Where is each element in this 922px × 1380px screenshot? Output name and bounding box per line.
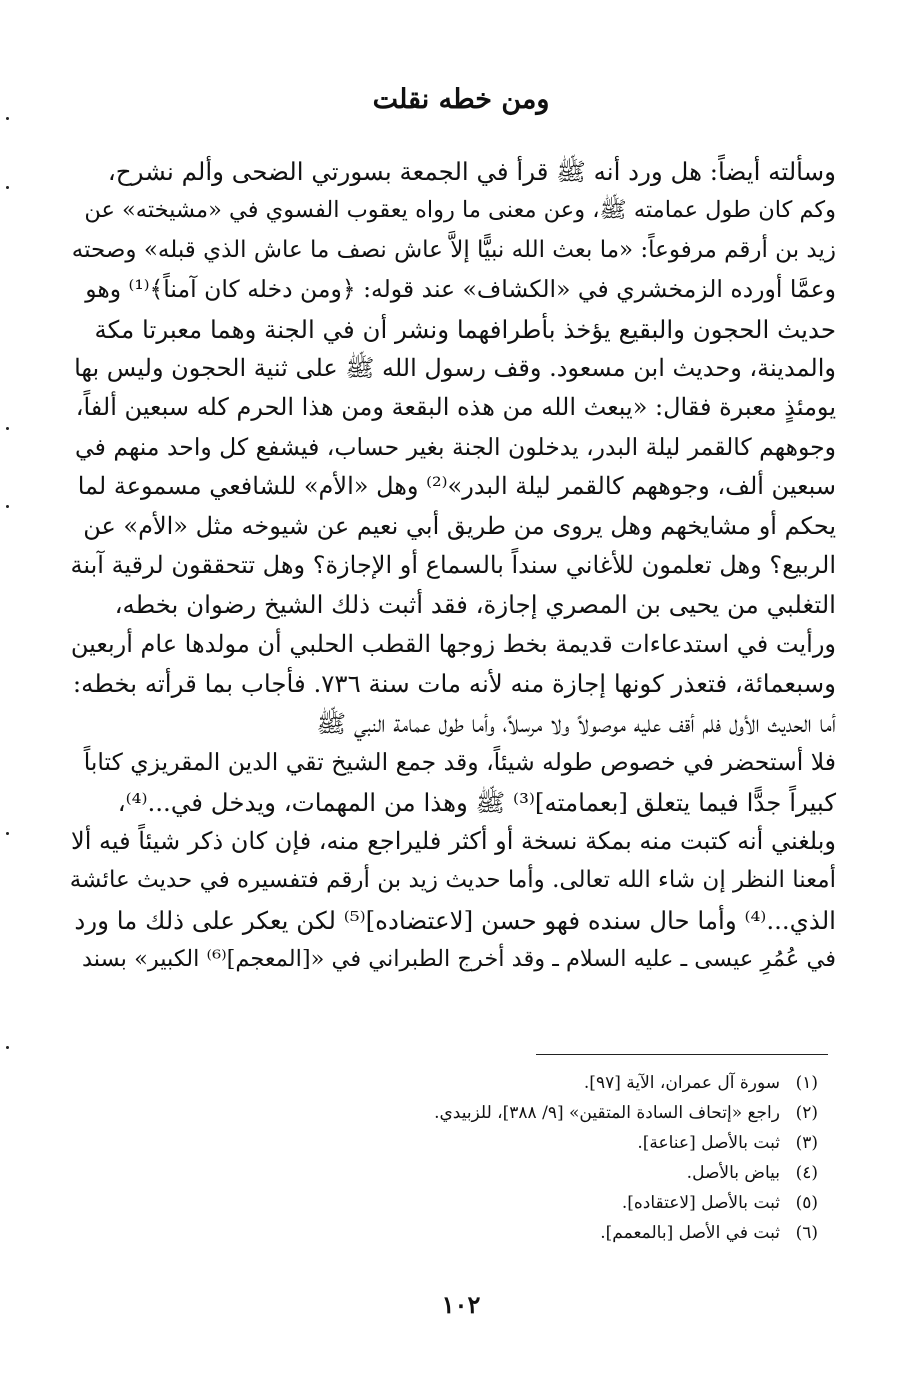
margin-mark xyxy=(6,505,9,508)
body-line: فلا أستحضر في خصوص طوله شيئاً، وقد جمع الشيخ تقي الدين المقريزي كتاباً xyxy=(83,748,836,777)
footnote xyxy=(398,1068,818,1098)
body-line: وسألته أيضاً: هل ورد أنه ﷺ قرأ في الجمعة بسورتي الضحى وألم نشرح، xyxy=(107,157,836,186)
body-line: أما الحديث الأول فلم أقف عليه موصولاً ولا مرسلاً، وأما طول عمامة النبي ﷺ xyxy=(316,708,836,738)
body-line: ورأيت في استدعاءات قديمة بخط زوجها القطب الحلبي أن مولدها عام أربعين xyxy=(70,629,836,658)
body-line: في عُمُرِ عيسى ـ عليه السلام ـ وقد أخرج الطبراني في «[المعجم]⁽⁶⁾ الكبير» بسند xyxy=(82,946,836,973)
page-number: ١٠٢ xyxy=(441,1290,481,1319)
body-line: وكم كان طول عمامته ﷺ، وعن معنى ما رواه يعقوب الفسوي في «مشيخته» عن xyxy=(84,197,836,224)
footnote-number: (١) xyxy=(795,1073,818,1093)
body-line: سبعين ألف، وجوههم كالقمر ليلة البدر»⁽²⁾ وهل «الأم» للشافعي مسموعة لما xyxy=(77,472,836,501)
margin-mark xyxy=(6,1046,9,1049)
body-line: التغلبي من يحيى بن المصري إجازة، فقد أثبت ذلك الشيخ رضوان بخطه، xyxy=(114,590,836,620)
footnote xyxy=(398,1188,818,1218)
body-line: زيد بن أرقم مرفوعاً: «ما بعث الله نبيًّا إلاَّ عاش نصف ما عاش الذي قبله» وصحته xyxy=(71,236,836,263)
margin-mark xyxy=(6,186,9,189)
body-line: الربيع؟ وهل تعلمون للأغاني سنداً بالسماع أو الإجازة؟ وهل تتحققون لرقية آبنة xyxy=(70,551,836,580)
footnote-separator xyxy=(536,1054,828,1055)
body-line: وجوههم كالقمر ليلة البدر، يدخلون الجنة بغير حساب، فيشفع كل واحد منهم في xyxy=(75,432,836,461)
margin-mark xyxy=(6,117,9,120)
footnote xyxy=(398,1158,818,1188)
footnote xyxy=(398,1128,818,1158)
footnotes xyxy=(398,1068,818,1248)
body-line: حديث الحجون والبقيع يؤخذ بأطرافهما ونشر أن في الجنة وهما معبرتا مكة xyxy=(94,314,836,344)
margin-mark xyxy=(6,832,9,835)
footnote-text: سورة آل عمران، الآية [٩٧]. xyxy=(583,1073,780,1093)
margin-mark xyxy=(6,427,9,430)
footnote-text: ثبت بالأصل [لاعتقاده]. xyxy=(621,1193,780,1213)
footnote-number: (٤) xyxy=(795,1163,818,1183)
footnote xyxy=(398,1098,818,1128)
footnote-text: بياض بالأصل. xyxy=(686,1163,780,1183)
footnote-text: راجع «إتحاف السادة المتقين» [٩/ ٣٨٨]، للزبيدي. xyxy=(434,1103,780,1123)
body-line: وسبعمائة، فتعذر كونها إجازة منه لأنه مات سنة ٧٣٦. فأجاب بما قرأته بخطه: xyxy=(72,669,836,699)
body-line: وعمَّا أورده الزمخشري في «الكشاف» عند قوله: ﴿ومن دخله كان آمناً﴾⁽¹⁾ وهو xyxy=(85,275,836,304)
body-line: وبلغني أنه كتبت منه بمكة نسخة أو أكثر فليراجع منه، فإن كان ذكر شيئاً فيه ألا xyxy=(71,826,836,855)
body-line: يومئذٍ معبرة فقال: «يبعث الله من هذه البقعة ومن هذا الحرم كله سبعين ألفاً، xyxy=(75,393,836,422)
footnote-number: (٦) xyxy=(795,1223,818,1243)
page-title: ومن خطه نقلت xyxy=(372,84,550,115)
body-line: أمعنا النظر إن شاء الله تعالى. وأما حديث زيد بن أرقم فتفسيره في حديث عائشة xyxy=(69,867,836,894)
body-line: والمدينة، وحديث ابن مسعود. وقف رسول الله ﷺ على ثنية الحجون وليس بها xyxy=(74,354,836,383)
body-line: يحكم أو مشايخهم وهل يروى من طريق أبي نعيم عن شيوخه مثل «الأم» عن xyxy=(83,511,836,540)
footnote-text: ثبت بالأصل [عناعة]. xyxy=(637,1133,780,1153)
footnote-number: (٣) xyxy=(795,1133,818,1153)
footnote-number: (٢) xyxy=(795,1103,818,1123)
body-line: الذي...⁽⁴⁾ وأما حال سنده فهو حسن [لاعتضاده]⁽⁵⁾ لكن يعكر على ذلك ما ورد xyxy=(74,905,836,935)
footnote-number: (٥) xyxy=(795,1193,818,1213)
body-text xyxy=(70,152,836,980)
footnote xyxy=(398,1218,818,1248)
body-line: كبيراً جدًّا فيما يتعلق [بعمامته]⁽³⁾ ﷺ وهذا من المهمات، ويدخل في...⁽⁴⁾، xyxy=(117,787,836,817)
footnote-text: ثبت في الأصل [بالمعمم]. xyxy=(600,1223,780,1243)
